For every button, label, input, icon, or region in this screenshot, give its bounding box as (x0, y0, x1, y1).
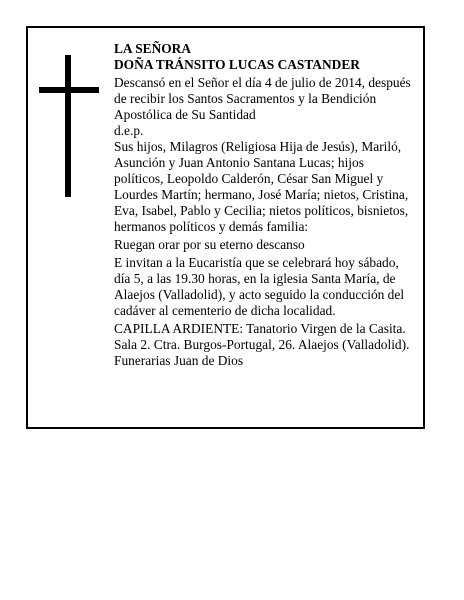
death-notice-line: Apostólica de Su Santidad (114, 107, 256, 122)
death-notice (114, 75, 424, 123)
dep-text: d.e.p. (114, 123, 144, 138)
notice-text (114, 41, 424, 369)
chapel-info (114, 321, 424, 353)
title-line-1: LA SEÑORA (114, 41, 192, 56)
title-line-2: DOÑA TRÁNSITO LUCAS CASTANDER (114, 57, 360, 72)
funeral-home: Funerarias Juan de Dios (114, 353, 244, 368)
chapel-line: CAPILLA ARDIENTE: Tanatorio Virgen de la Casita. (114, 321, 406, 336)
family-list (114, 139, 424, 235)
mass-line: cadáver al cementerio de dicha localidad. (114, 303, 336, 318)
family-line: Lourdes Martín; hermano, José María; nietos, Cristina, (114, 187, 409, 202)
obituary-notice (26, 26, 425, 429)
mass-invitation (114, 255, 424, 319)
cross-vertical-bar (65, 55, 71, 197)
family-line: Eva, Isabel, Pablo y Cecilia; nietos políticos, bisnietos, (114, 203, 409, 218)
family-line: Sus hijos, Milagros (Religiosa Hija de Jesús), Mariló, (114, 139, 402, 154)
mass-line: Alaejos (Valladolid), y acto seguido la conducción del (114, 287, 405, 302)
death-notice-line: de recibir los Santos Sacramentos y la Bendición (114, 91, 377, 106)
death-notice-line: Descansó en el Señor el día 4 de julio de 2014, después (114, 75, 411, 90)
family-line: políticos, Leopoldo Calderón, César San Miguel y (114, 171, 384, 186)
prayer-request: Ruegan orar por su eterno descanso (114, 237, 305, 252)
mass-line: E invitan a la Eucaristía que se celebrará hoy sábado, (114, 255, 399, 270)
chapel-line: Sala 2. Ctra. Burgos-Portugal, 26. Alaejos (Valladolid). (114, 337, 410, 352)
cross-horizontal-bar (39, 87, 99, 93)
family-line: hermanos políticos y demás familia: (114, 219, 309, 234)
cross-icon (39, 55, 99, 197)
mass-line: día 5, a las 19.30 horas, en la iglesia Santa María, de (114, 271, 396, 286)
family-line: Asunción y Juan Antonio Santana Lucas; hijos (114, 155, 364, 170)
